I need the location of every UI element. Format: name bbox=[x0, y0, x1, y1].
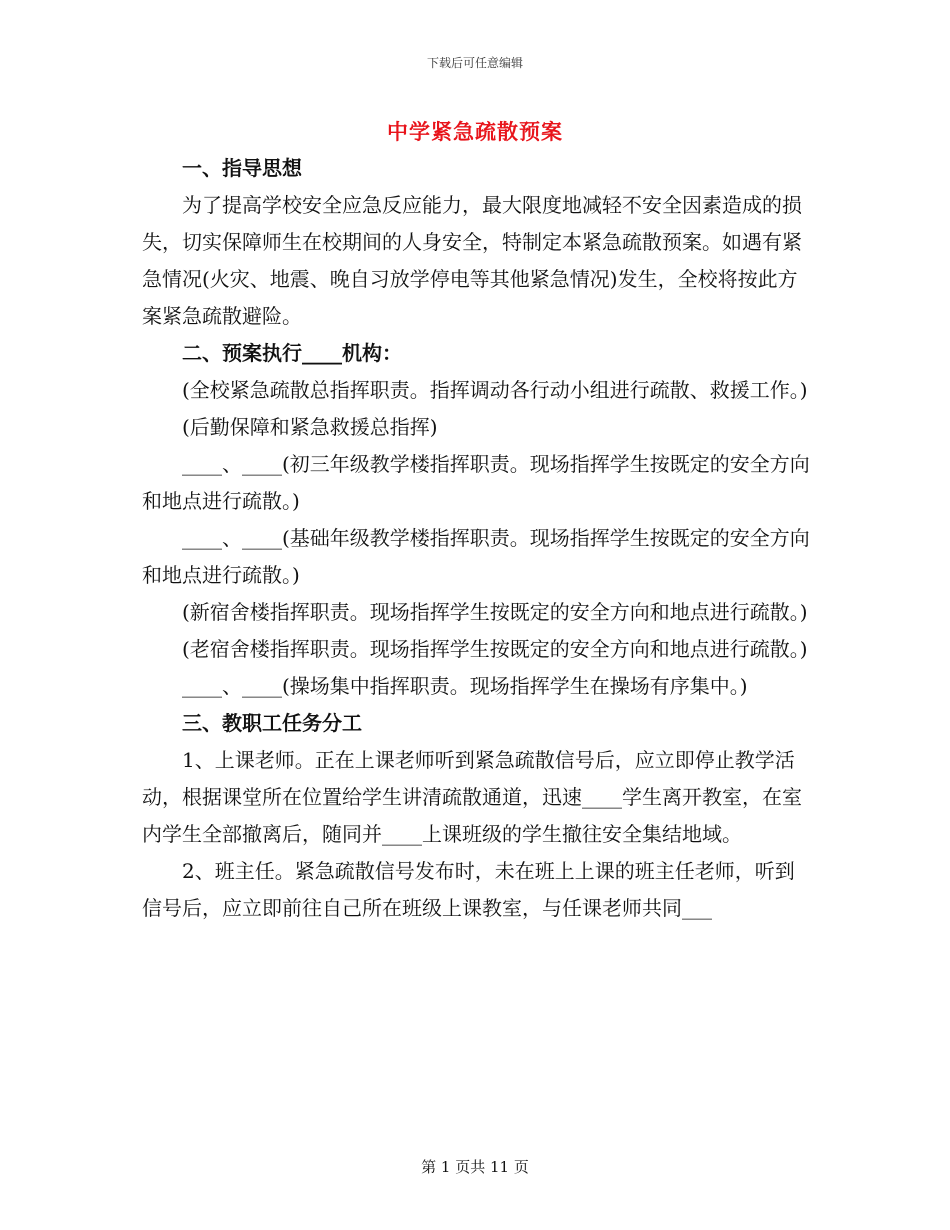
paragraph-old-dormitory: (老宿舍楼指挥职责。现场指挥学生按既定的安全方向和地点进行疏散。) bbox=[182, 637, 808, 661]
page-footer: 第 1 页共 11 页 bbox=[421, 1158, 529, 1176]
section-heading-staff-duties: 三、教职工任务分工 bbox=[182, 711, 362, 735]
paragraph-new-dormitory: (新宿舍楼指挥职责。现场指挥学生按既定的安全方向和地点进行疏散。) bbox=[182, 600, 808, 624]
document-body bbox=[142, 150, 810, 927]
paragraph-logistics-commander: (后勤保障和紧急救援总指挥) bbox=[182, 415, 438, 439]
page-header-note: 下载后可任意编辑 bbox=[426, 56, 523, 70]
paragraph-chief-commander: (全校紧急疏散总指挥职责。指挥调动各行动小组进行疏散、救援工作。) bbox=[182, 378, 808, 402]
document-title: 中学紧急疏散预案 bbox=[387, 119, 563, 144]
section-heading-executive-body: 二、预案执行____机构： bbox=[182, 341, 402, 365]
paragraph-playground: ____、____(操场集中指挥职责。现场指挥学生在操场有序集中。) bbox=[182, 674, 748, 698]
paragraph-basic-grade-building: ____、____(基础年级教学楼指挥职责。现场指挥学生按既定的安全方向和地点进行疏散。) bbox=[142, 526, 810, 587]
paragraph-teachers: 1、上课老师。正在上课老师听到紧急疏散信号后，应立即停止教学活动，根据课堂所在位置给学生讲清疏散通道，迅速____学生离开教室，在室内学生全部撤离后，随同并____上课班级的学生撤往安全集结地域。 bbox=[142, 748, 802, 846]
paragraph-grade9-building: ____、____(初三年级教学楼指挥职责。现场指挥学生按既定的安全方向和地点进行疏散。) bbox=[142, 452, 810, 513]
section-heading-guiding-ideology: 一、指导思想 bbox=[182, 156, 302, 180]
paragraph-purpose: 为了提高学校安全应急反应能力，最大限度地减轻不安全因素造成的损失，切实保障师生在校期间的人身安全，特制定本紧急疏散预案。如遇有紧急情况(火灾、地震、晚自习放学停电等其他紧急情况)发生，全校将按此方案紧急疏散避险。 bbox=[142, 193, 802, 328]
paragraph-class-teachers: 2、班主任。紧急疏散信号发布时，未在班上上课的班主任老师，听到信号后，应立即前往自己所在班级上课教室，与任课老师共同___ bbox=[142, 859, 795, 920]
